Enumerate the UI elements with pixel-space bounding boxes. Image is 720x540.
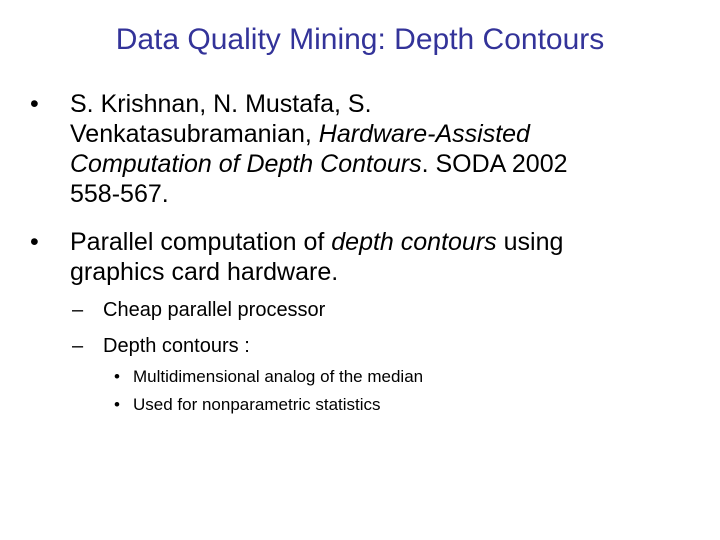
citation-line-1 bbox=[70, 89, 690, 119]
bullet-marker: • bbox=[114, 395, 120, 414]
citation-authors-part-2: Venkatasubramanian, bbox=[70, 120, 319, 148]
bullet-parallel-text bbox=[70, 227, 690, 287]
slide-title: Data Quality Mining: Depth Contours bbox=[115, 23, 605, 56]
subsubitem-text: Used for nonparametric statistics bbox=[133, 395, 381, 414]
bullet-citation-text bbox=[70, 89, 690, 209]
citation-line-4 bbox=[70, 179, 690, 209]
citation-line-2 bbox=[70, 119, 690, 149]
parallel-text-emphasis: depth contours bbox=[331, 228, 497, 256]
dash-marker: – bbox=[72, 335, 84, 357]
parallel-line-1 bbox=[70, 227, 690, 257]
parallel-text-part-1: Parallel computation of bbox=[70, 228, 332, 256]
subitem-text: Cheap parallel processor bbox=[103, 299, 326, 321]
citation-title-part-2: Computation of Depth Contours bbox=[70, 150, 422, 178]
citation-pages: 558-567. bbox=[70, 180, 169, 208]
subsubitem-text: Multidimensional analog of the median bbox=[133, 367, 424, 386]
citation-title-part-1: Hardware-Assisted bbox=[318, 120, 530, 148]
citation-venue: . SODA 2002 bbox=[421, 150, 568, 178]
parallel-text-part-2: using bbox=[496, 228, 564, 256]
dash-marker: – bbox=[72, 299, 84, 321]
parallel-text-part-3: graphics card hardware. bbox=[70, 258, 339, 286]
bullet-marker: • bbox=[30, 90, 39, 118]
bullet-marker: • bbox=[114, 367, 120, 386]
bullet-marker: • bbox=[30, 228, 39, 256]
subitem-text: Depth contours : bbox=[103, 335, 250, 357]
parallel-line-2 bbox=[70, 257, 690, 287]
citation-line-3 bbox=[70, 149, 690, 179]
citation-authors-part-1: S. Krishnan, N. Mustafa, S. bbox=[70, 90, 372, 118]
